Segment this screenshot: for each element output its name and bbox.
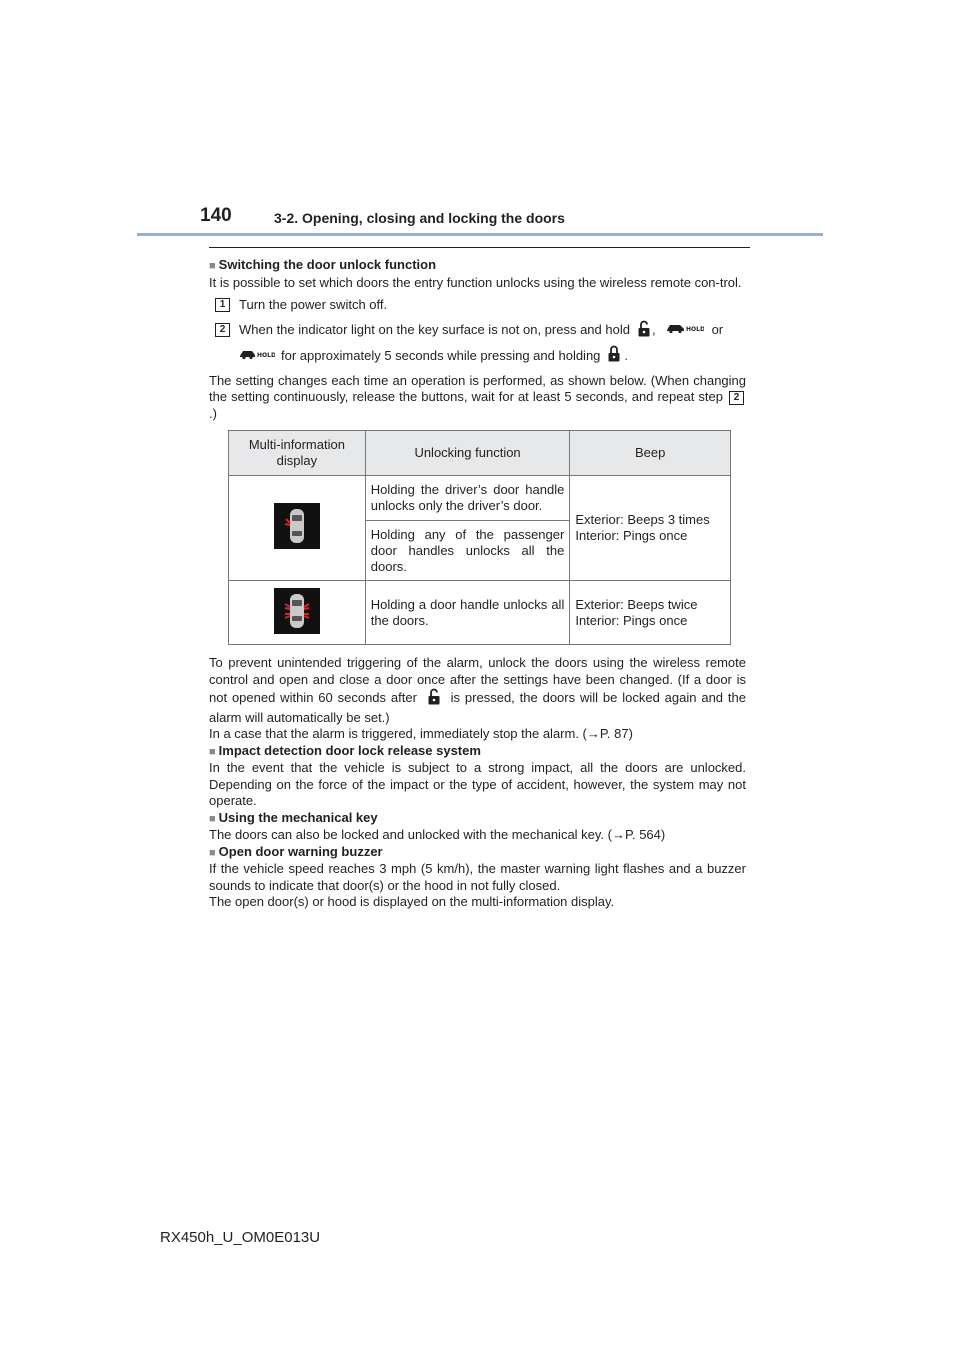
beep-cell: Exterior: Beeps twice Interior: Pings once xyxy=(570,581,731,645)
unlocking-function-cell: Holding a door handle unlocks all the doors. xyxy=(365,581,570,645)
car-display-driver-door-icon xyxy=(274,503,320,549)
page-number: 140 xyxy=(200,205,232,226)
display-cell xyxy=(229,581,366,645)
table-row xyxy=(229,581,731,645)
unlock-icon xyxy=(638,320,650,342)
svg-text:HOLD: HOLD xyxy=(685,326,704,333)
column-header: Unlocking function xyxy=(365,431,570,476)
table-header-row xyxy=(229,431,731,476)
beep-cell: Exterior: Beeps 3 times Interior: Pings once xyxy=(570,476,731,581)
section-title: 3-2. Opening, closing and locking the doors xyxy=(274,210,565,226)
alarm-stop-note: In a case that the alarm is triggered, immediately stop the alarm. (→P. 87) xyxy=(209,726,633,741)
header-rule xyxy=(137,233,823,236)
mechanical-key-heading: ■ Using the mechanical key xyxy=(209,809,378,825)
switching-heading: ■ Switching the door unlock function xyxy=(209,257,437,272)
content-rule xyxy=(209,247,750,248)
step-text: Turn the power switch off. xyxy=(239,297,388,312)
trunk-hold-icon xyxy=(666,322,704,339)
alarm-note: To prevent unintended triggering of the alarm, unlock the doors using the wireless remote control and open and close a door once after the settings have been changed. (If a door is not opened within 60 seconds after is pressed, the doors will be locked again and the alarm will automatically be set.) xyxy=(209,655,746,725)
unlocking-function-cell: Holding any of the passenger door handles unlocks all the doors. xyxy=(365,521,570,581)
manual-code-footer: RX450h_U_OM0E013U xyxy=(160,1229,321,1246)
square-bullet-icon: ■ xyxy=(209,260,216,272)
impact-text: In the event that the vehicle is subject to a strong impact, all the doors are unlocked. Depending on the force of the impact or the type of accident, however, the system may not operate. xyxy=(209,760,746,808)
switching-intro: It is possible to set which doors the entry function unlocks using the wireless remote con-trol. xyxy=(209,274,742,290)
step-reference: 2 xyxy=(729,391,744,405)
square-bullet-icon: ■ xyxy=(209,846,216,859)
unlock-icon xyxy=(428,688,440,710)
unlock-function-table xyxy=(228,430,731,645)
panic-hold-icon xyxy=(239,348,275,365)
unlocking-function-cell: Holding the driver’s door handle unlocks only the driver’s door. xyxy=(365,476,570,521)
mechanical-key-text: The doors can also be locked and unlocked with the mechanical key. (→P. 564) xyxy=(209,827,666,842)
car-display-all-doors-icon xyxy=(274,588,320,634)
table-row xyxy=(229,476,731,521)
step-number: 2 xyxy=(215,323,230,337)
square-bullet-icon: ■ xyxy=(209,745,216,758)
buzzer-heading: ■ Open door warning buzzer xyxy=(209,843,383,859)
page-content xyxy=(209,257,746,911)
step-2: 2 When the indicator light on the key surface is not on, press and hold , HOLD or xyxy=(215,320,746,342)
step-text: for approximately 5 seconds while pressing and holding xyxy=(281,347,601,363)
svg-text:HOLD: HOLD xyxy=(257,351,275,359)
column-header: Multi-information display xyxy=(229,431,366,476)
column-header: Beep xyxy=(570,431,731,476)
display-cell xyxy=(229,476,366,581)
step-text: When the indicator light on the key surface is not on, press and hold xyxy=(239,322,630,337)
step-2-continued: HOLD for approximately 5 seconds while pressing and holding . xyxy=(239,345,746,367)
step-1 xyxy=(215,297,746,314)
impact-heading: ■ Impact detection door lock release system xyxy=(209,742,481,758)
lock-icon xyxy=(608,345,620,367)
square-bullet-icon: ■ xyxy=(209,812,216,825)
buzzer-display-text: The open door(s) or hood is displayed on the multi-information display. xyxy=(209,894,615,909)
setting-note: The setting changes each time an operation is performed, as shown below. (When changing the setting continuously, release the buttons, wait for at least 5 seconds, and repeat step 2.) xyxy=(209,372,746,421)
buzzer-text: If the vehicle speed reaches 3 mph (5 km/h), the master warning light flashes and a buzzer sounds to indicate that door(s) or the hood in not fully closed. xyxy=(209,861,746,893)
step-number: 1 xyxy=(215,298,230,312)
